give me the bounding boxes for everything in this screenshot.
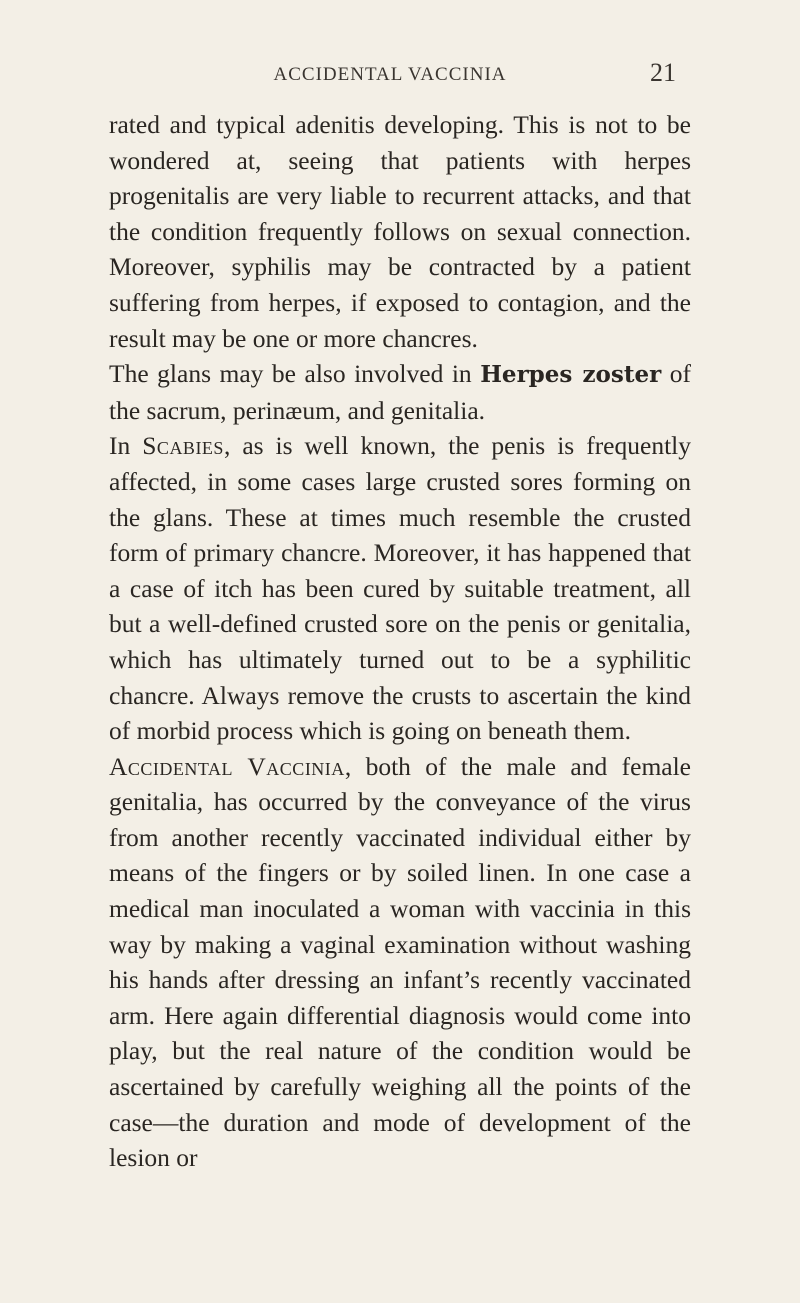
paragraph-accidental-vaccinia <box>109 749 691 1176</box>
paragraph-herpes-zoster <box>109 356 691 428</box>
paragraph-scabies <box>109 428 691 748</box>
paragraph-continuation <box>109 107 691 356</box>
running-title: ACCIDENTAL VACCINIA <box>273 64 507 85</box>
paragraph-text: , as is well known, the penis is frequently affected, in some cases large crusted sores forming on the glans. These at times much resemble the crusted form of primary chancre. Moreover, it has happened that a case of itch has been cured by suitable treatment, all but a well-defined crusted sore on the penis or genitalia, which has ultimately turned out to be a syphilitic chancre. Always remove the crusts to ascertain the kind of morbid process which is going on beneath them. <box>109 431 691 746</box>
term-accidental-vaccinia: Accidental Vaccinia <box>109 751 345 781</box>
paragraph-text: The glans may be also involved in <box>109 359 481 389</box>
paragraph-text: of the sacrum, perinæum, and genitalia. <box>109 359 691 425</box>
page-number: 21 <box>650 58 676 87</box>
body-text <box>109 107 691 1176</box>
term-scabies: Scabies <box>142 431 224 461</box>
term-herpes-zoster: Herpes zoster <box>480 361 662 389</box>
running-head <box>0 58 800 88</box>
paragraph-text: , both of the male and female genitalia, has occurred by the conveyance of the virus from another recently vaccinated individual either by means of the fingers or by soiled linen. In one case a medical man inoculated a woman with vaccinia in this way by making a vaginal examination without washing his hands after dressing an infant’s recently vaccinated arm. Here again differential diagnosis would come into play, but the real nature of the condition would be ascertained by carefully weighing all the points of the case—the duration and mode of development of the lesion or <box>109 751 691 1173</box>
paragraph-text: rated and typical adenitis developing. This is not to be wondered at, seeing that patients with herpes progenitalis are very liable to recurrent attacks, and that the condition frequently follows on sexual connection. Moreover, syphilis may be contracted by a patient suffering from herpes, if exposed to contagion, and the result may be one or more chancres. <box>109 110 691 353</box>
paragraph-text: In <box>109 431 143 461</box>
